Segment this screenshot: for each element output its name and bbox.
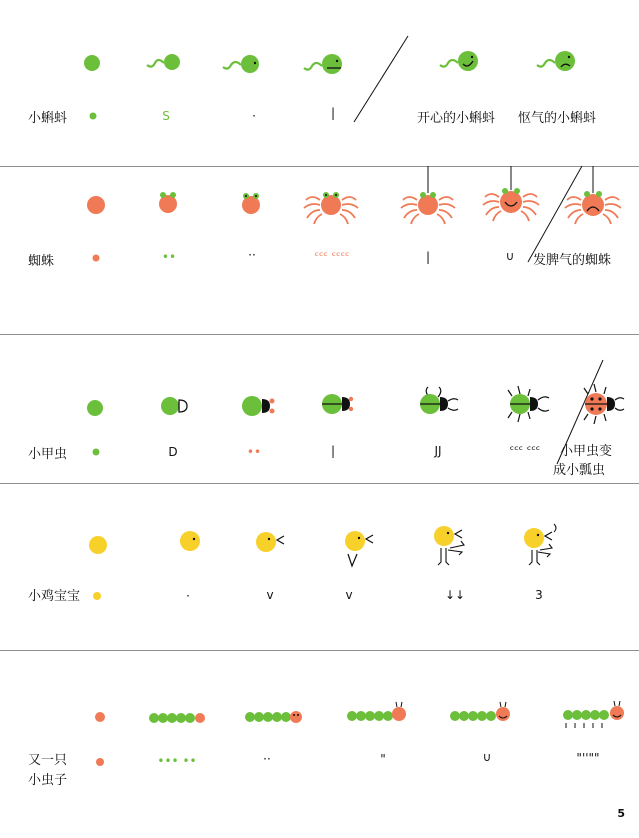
ladybug-caption-line1: 小甲虫变 <box>560 444 613 459</box>
page-number: 5 <box>617 807 625 820</box>
ladybug-caption-line2: 成小瓢虫 <box>553 463 606 478</box>
caterpillar-stroke-3: ·· <box>263 752 271 766</box>
spider-stroke-6: ∪ <box>505 249 515 263</box>
beetle-stroke-5: JJ <box>434 444 442 458</box>
tadpole-angry-caption: 怄气的小蝌蚪 <box>518 111 597 126</box>
spider-angry-caption: 发脾气的蜘蛛 <box>533 253 612 268</box>
spider-stroke-4: ᶜᶜᶜ ᶜᶜᶜᶜ <box>314 249 350 263</box>
caterpillar-stroke-2: ••• •• <box>157 754 197 768</box>
beetle-stroke-4: | <box>330 444 336 458</box>
chick-step-6 <box>524 524 556 565</box>
caterpillar-step-5 <box>450 702 510 721</box>
chick-stroke-dot <box>93 592 101 600</box>
tadpole-step-4 <box>304 54 342 74</box>
caterpillar-stroke-4: " <box>380 752 386 766</box>
beetle-stroke-6: ᶜᶜᶜ ᶜᶜᶜ <box>509 443 541 457</box>
chick-stroke-3: v <box>266 588 274 602</box>
tadpole-stroke-dot <box>90 113 97 120</box>
spider-stroke-2: •• <box>161 250 177 264</box>
chick-step-4 <box>345 531 373 566</box>
tadpole-step-3 <box>223 55 259 73</box>
tadpole-step-2 <box>147 54 180 70</box>
chick-stroke-5: ↓↓ <box>444 588 466 602</box>
spider-stroke-5: | <box>425 250 431 264</box>
tadpole-step-1 <box>84 55 100 71</box>
chick-label: 小鸡宝宝 <box>28 589 81 604</box>
chick-step-5 <box>434 526 464 565</box>
caterpillar-step-1 <box>95 712 105 722</box>
chick-stroke-6: 3 <box>535 588 543 602</box>
tadpole-stroke-4: | <box>330 106 336 120</box>
beetle-step-2 <box>161 397 187 415</box>
tadpole-label: 小蝌蚪 <box>28 111 68 126</box>
caterpillar-stroke-5: ∪ <box>482 750 492 764</box>
caterpillar-label-line2: 小虫子 <box>28 773 68 788</box>
spider-step-5 <box>401 166 455 224</box>
beetle-step-4 <box>322 394 353 414</box>
caterpillar-label-line1: 又一只 <box>28 753 68 768</box>
spider-step-2 <box>159 192 177 213</box>
spider-step-1 <box>87 196 105 214</box>
beetle-stroke-2: D <box>168 445 178 459</box>
caterpillar-step-2 <box>149 713 205 723</box>
caterpillar-step-4 <box>347 702 406 721</box>
caterpillar-stroke-dot <box>96 758 104 766</box>
beetle-label: 小甲虫 <box>28 447 68 462</box>
caterpillar-stroke-6: "''"" <box>576 751 600 765</box>
chick-step-2 <box>180 531 200 551</box>
spider-label: 蜘蛛 <box>28 254 55 269</box>
spider-step-3 <box>242 193 260 214</box>
tadpole-happy-caption: 开心的小蝌蚪 <box>417 111 496 126</box>
spider-step-4 <box>304 192 358 224</box>
chick-stroke-4: v <box>345 588 353 602</box>
chick-step-3 <box>256 532 284 552</box>
chick-stroke-2: · <box>186 589 190 603</box>
beetle-step-3 <box>242 396 275 416</box>
caterpillar-step-3 <box>245 711 302 723</box>
tadpole-diagonal-divider <box>354 36 408 122</box>
beetle-step-5 <box>420 387 458 414</box>
spider-stroke-dot <box>93 255 100 262</box>
beetle-stroke-dot <box>93 449 100 456</box>
tadpole-angry <box>537 51 575 71</box>
spider-happy <box>483 166 539 221</box>
chick-step-1 <box>89 536 107 554</box>
spider-angry <box>565 166 621 224</box>
beetle-stroke-3: •• <box>246 445 262 459</box>
caterpillar-step-6 <box>563 701 624 728</box>
beetle-step-1 <box>87 400 103 416</box>
spider-stroke-3: ·· <box>248 248 256 262</box>
tadpole-happy <box>440 51 478 71</box>
beetle-step-6 <box>508 386 549 422</box>
tadpole-stroke-2: S <box>162 109 170 123</box>
tadpole-stroke-3: · <box>252 109 256 123</box>
